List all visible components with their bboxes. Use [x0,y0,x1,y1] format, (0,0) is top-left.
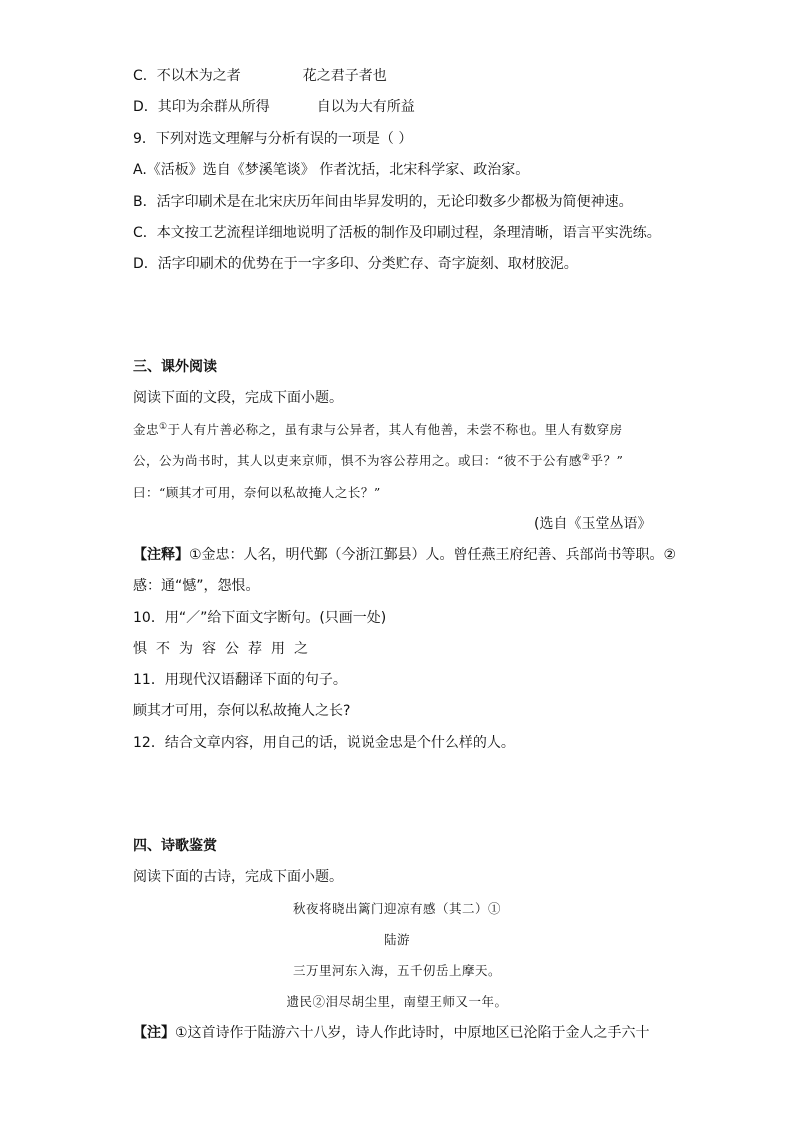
poem-note [133,1023,650,1043]
q9-option-d: D．活字印刷术的优势在于一字多印、分类贮存、奇字旋刻、取材胶泥。 [133,256,578,272]
annotation-line-2: 感：通“憾”，怨恨。 [133,578,260,594]
passage-text: 于人有片善必称之，虽有隶与公异者，其人有他善，未尝不称也。里人有数穿房 [167,422,623,437]
annotation-label: 【注释】 [133,547,189,563]
q11-stem: 11．用现代汉语翻译下面的句子。 [133,672,347,688]
q9-stem: 9．下列对选文理解与分析有误的一项是（ ） [133,131,413,147]
q8-option-c-b: 花之君子者也 [302,68,387,84]
passage-line-2 [133,451,623,471]
q10-stem: 10．用“／”给下面文字断句。(只画一处) [133,610,387,626]
q10-text: 惧不为容公荐用之 [133,641,317,657]
footnote-marker-1: ① [159,421,168,432]
passage-text: 公，公为尚书时，其人以吏来京师，惧不为容公荐用之。或曰：“彼不于公有感 [133,453,582,468]
footnote-marker-2: ② [581,452,591,463]
passage-line-1 [133,420,623,440]
passage-text: 金忠 [133,422,160,437]
q8-option-c-a: C．不以木为之者 [133,68,241,84]
q9-option-a: A.《活板》选自《梦溪笔谈》 作者沈括，北宋科学家、政治家。 [133,162,530,178]
poem-author: 陆游 [383,932,410,947]
q8-option-d-a: D．其印为余群从所得 [133,99,270,115]
poem-note-text: ①这首诗作于陆游六十八岁，诗人作此诗时，中原地区已沦陷于金人之手六十 [175,1025,650,1041]
section4-title: 四、诗歌鉴赏 [133,838,217,854]
poem-line-1: 三万里河东入海，五千仞岳上摩天。 [292,963,501,978]
passage-line-3: 曰：“顾其才可用，奈何以私故掩人之长？” [133,485,381,500]
q8-option-d-b: 自以为大有所益 [316,99,415,115]
q12-stem: 12．结合文章内容，用自己的话，说说金忠是个什么样的人。 [133,735,515,751]
poem-title: 秋夜将晓出篱门迎凉有感（其二）① [292,901,501,916]
q9-option-c: C．本文按工艺流程详细地说明了活板的制作及印刷过程，条理清晰，语言平实洗练。 [133,225,661,241]
section3-title: 三、课外阅读 [133,359,217,375]
annotation-text: ①金忠：人名，明代鄞（今浙江鄞县）人。曾任燕王府纪善、兵部尚书等职。② [189,547,677,563]
passage-text: 乎？” [590,453,624,468]
q9-option-b: B．活字印刷术是在北宋庆历年间由毕昇发明的，无论印数多少都极为简便神速。 [133,194,633,210]
passage-source: (选自《玉堂丛语》 [534,516,652,532]
q8-option-c [133,66,387,86]
poem-note-label: 【注】 [133,1025,175,1041]
poem-line-2: 遗民②泪尽胡尘里，南望王师又一年。 [286,994,508,1009]
section4-intro: 阅读下面的古诗，完成下面小题。 [133,869,343,885]
q8-option-d [133,97,415,117]
q11-text: 顾其才可用，奈何以私故掩人之长? [133,703,351,719]
annotation-line-1 [133,545,676,565]
section3-intro: 阅读下面的文段，完成下面小题。 [133,390,343,406]
